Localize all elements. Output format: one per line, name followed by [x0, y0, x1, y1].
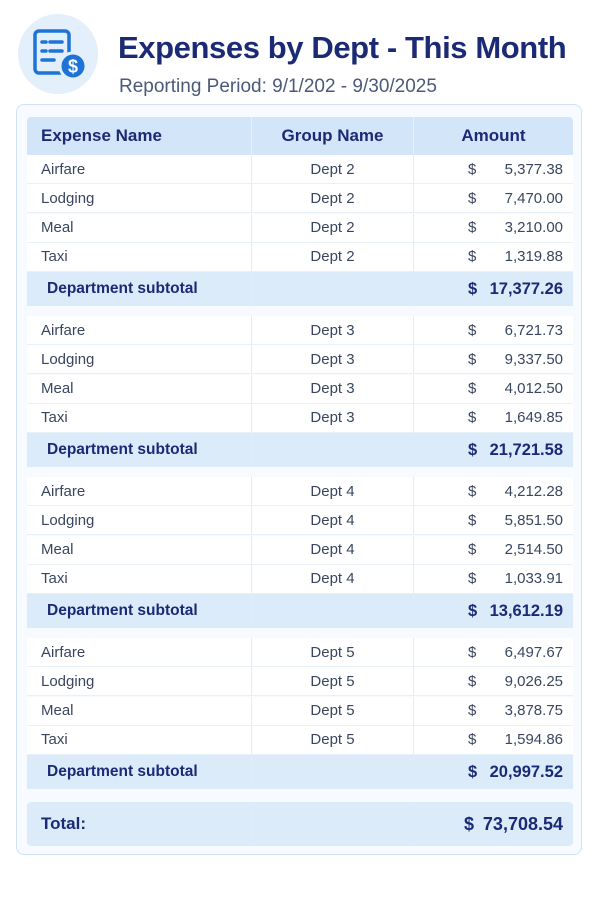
amount-cell	[414, 506, 573, 534]
subtotal-amount-cell	[414, 755, 573, 789]
amount-cell	[414, 638, 573, 666]
total-row	[27, 802, 573, 846]
currency-symbol: $	[464, 813, 475, 834]
amount-cell	[414, 243, 573, 271]
table-row	[27, 155, 573, 184]
expense-name-cell: Airfare	[41, 321, 86, 339]
expense-name-cell: Taxi	[41, 731, 68, 749]
expense-name-cell: Lodging	[41, 511, 95, 529]
currency-symbol: $	[468, 321, 477, 339]
table-row	[27, 536, 573, 565]
amount-value: 3,210.00	[504, 219, 563, 237]
column-header-expense-name: Expense Name	[41, 126, 162, 145]
report-header	[18, 12, 584, 98]
group-name-cell: Dept 3	[251, 345, 414, 373]
amount-cell	[414, 214, 573, 242]
subtotal-amount-cell	[414, 272, 573, 306]
amount-value: 6,497.67	[504, 643, 563, 661]
total-amount: 73,708.54	[482, 813, 563, 834]
currency-symbol: $	[468, 219, 477, 237]
subtotal-amount-cell	[414, 433, 573, 467]
amount-cell	[414, 184, 573, 212]
table-row	[27, 404, 573, 433]
table-row	[27, 345, 573, 374]
total-label: Total:	[41, 814, 87, 833]
group-name-cell: Dept 4	[251, 536, 414, 564]
amount-value: 1,033.91	[504, 570, 563, 588]
amount-cell	[414, 345, 573, 373]
expense-name-cell: Meal	[41, 541, 74, 559]
amount-cell	[414, 477, 573, 505]
amount-value: 9,337.50	[504, 350, 563, 368]
group-name-cell: Dept 2	[251, 184, 414, 212]
department-subtotal-row	[27, 272, 573, 306]
svg-text:$: $	[67, 56, 79, 77]
expense-table	[16, 104, 582, 855]
currency-symbol: $	[468, 601, 478, 620]
group-name-cell: Dept 5	[251, 697, 414, 725]
currency-symbol: $	[468, 570, 477, 588]
table-row	[27, 565, 573, 594]
amount-cell	[414, 726, 573, 754]
expense-name-cell: Meal	[41, 380, 74, 398]
subtotal-label: Department subtotal	[47, 280, 198, 298]
currency-symbol: $	[468, 482, 477, 500]
amount-value: 2,514.50	[504, 541, 563, 559]
amount-cell	[414, 316, 573, 344]
table-row	[27, 506, 573, 535]
group-name-cell: Dept 5	[251, 726, 414, 754]
amount-cell	[414, 536, 573, 564]
department-subtotal-row	[27, 594, 573, 628]
currency-symbol: $	[468, 160, 477, 178]
group-name-cell: Dept 3	[251, 375, 414, 403]
amount-value: 4,012.50	[504, 380, 563, 398]
amount-value: 3,878.75	[504, 702, 563, 720]
currency-symbol: $	[468, 672, 477, 690]
group-name-cell: Dept 4	[251, 477, 414, 505]
currency-symbol: $	[468, 702, 477, 720]
subtotal-empty-cell	[251, 755, 414, 789]
amount-cell	[414, 404, 573, 432]
expense-name-cell: Airfare	[41, 160, 86, 178]
subtotal-label: Department subtotal	[47, 763, 198, 781]
table-row	[27, 477, 573, 506]
currency-symbol: $	[468, 409, 477, 427]
reporting-period: Reporting Period: 9/1/202 - 9/30/2025	[119, 76, 437, 97]
group-name-cell: Dept 3	[251, 404, 414, 432]
group-name-cell: Dept 3	[251, 316, 414, 344]
subtotal-empty-cell	[251, 272, 414, 306]
currency-symbol: $	[468, 189, 477, 207]
expense-name-cell: Airfare	[41, 482, 86, 500]
amount-value: 1,649.85	[504, 409, 563, 427]
amount-cell	[414, 697, 573, 725]
amount-value: 5,377.38	[504, 160, 563, 178]
table-row	[27, 697, 573, 726]
currency-symbol: $	[468, 511, 477, 529]
total-amount-cell	[414, 802, 573, 846]
table-row	[27, 214, 573, 243]
table-row	[27, 375, 573, 404]
expense-name-cell: Airfare	[41, 643, 86, 661]
subtotal-amount: 13,612.19	[489, 601, 563, 620]
table-row	[27, 638, 573, 667]
amount-cell	[414, 565, 573, 593]
currency-symbol: $	[468, 279, 478, 298]
subtotal-amount-cell	[414, 594, 573, 628]
currency-symbol: $	[468, 541, 477, 559]
amount-value: 1,594.86	[504, 731, 563, 749]
expense-document-dollar-icon	[18, 14, 98, 94]
table-row	[27, 243, 573, 272]
subtotal-amount: 17,377.26	[489, 279, 563, 298]
expense-name-cell: Meal	[41, 702, 74, 720]
subtotal-empty-cell	[251, 594, 414, 628]
subtotal-label: Department subtotal	[47, 441, 198, 459]
column-header-amount: Amount	[461, 126, 526, 145]
expense-name-cell: Taxi	[41, 570, 68, 588]
currency-symbol: $	[468, 440, 478, 459]
amount-value: 5,851.50	[504, 511, 563, 529]
group-name-cell: Dept 2	[251, 243, 414, 271]
currency-symbol: $	[468, 762, 478, 781]
group-name-cell: Dept 5	[251, 667, 414, 695]
expense-name-cell: Meal	[41, 219, 74, 237]
amount-value: 7,470.00	[504, 189, 563, 207]
amount-value: 1,319.88	[504, 248, 563, 266]
page-title: Expenses by Dept - This Month	[118, 30, 567, 65]
group-name-cell: Dept 2	[251, 155, 414, 183]
expense-name-cell: Taxi	[41, 248, 68, 266]
subtotal-label: Department subtotal	[47, 602, 198, 620]
amount-cell	[414, 375, 573, 403]
table-row	[27, 667, 573, 696]
amount-value: 6,721.73	[504, 321, 563, 339]
total-empty-cell	[251, 802, 414, 846]
group-name-cell: Dept 5	[251, 638, 414, 666]
currency-symbol: $	[468, 643, 477, 661]
subtotal-empty-cell	[251, 433, 414, 467]
amount-cell	[414, 155, 573, 183]
amount-cell	[414, 667, 573, 695]
expense-name-cell: Lodging	[41, 189, 95, 207]
subtotal-amount: 21,721.58	[489, 440, 563, 459]
group-name-cell: Dept 2	[251, 214, 414, 242]
expense-name-cell: Lodging	[41, 672, 95, 690]
department-subtotal-row	[27, 755, 573, 789]
currency-symbol: $	[468, 380, 477, 398]
group-name-cell: Dept 4	[251, 565, 414, 593]
department-subtotal-row	[27, 433, 573, 467]
subtotal-amount: 20,997.52	[489, 762, 563, 781]
amount-value: 9,026.25	[504, 672, 563, 690]
amount-value: 4,212.28	[504, 482, 563, 500]
expense-name-cell: Lodging	[41, 350, 95, 368]
currency-symbol: $	[468, 350, 477, 368]
table-row	[27, 316, 573, 345]
currency-symbol: $	[468, 731, 477, 749]
column-header-group-name: Group Name	[251, 117, 414, 155]
expense-name-cell: Taxi	[41, 409, 68, 427]
table-header-row	[27, 117, 573, 155]
table-row	[27, 184, 573, 213]
table-row	[27, 726, 573, 755]
currency-symbol: $	[468, 248, 477, 266]
group-name-cell: Dept 4	[251, 506, 414, 534]
